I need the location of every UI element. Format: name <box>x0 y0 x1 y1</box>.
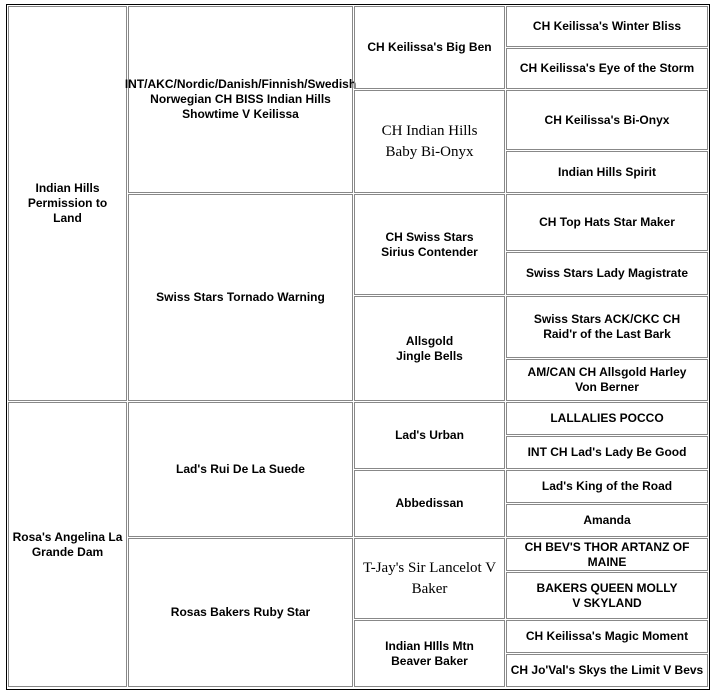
gen4-5: CH Top Hats Star Maker <box>506 194 708 251</box>
gen3-8: Indian HIlls Mtn Beaver Baker <box>354 620 505 687</box>
gen4-15: CH Keilissa's Magic Moment <box>506 620 708 653</box>
gen2-sire-dam: Swiss Stars Tornado Warning <box>128 194 353 401</box>
gen2-dam-sire: Lad's Rui De La Suede <box>128 402 353 537</box>
gen4-6: Swiss Stars Lady Magistrate <box>506 252 708 295</box>
gen4-4: Indian Hills Spirit <box>506 151 708 193</box>
gen4-11: Lad's King of the Road <box>506 470 708 503</box>
gen2-sire-sire: INT/AKC/Nordic/Danish/Finnish/Swedish Norwegian CH BISS Indian Hills Showtime V Keilissa <box>128 6 353 193</box>
gen4-14: BAKERS QUEEN MOLLY V SKYLAND <box>506 572 708 619</box>
gen2-dam-dam: Rosas Bakers Ruby Star <box>128 538 353 687</box>
gen4-10: INT CH Lad's Lady Be Good <box>506 436 708 469</box>
gen4-3: CH Keilissa's Bi-Onyx <box>506 90 708 150</box>
gen1-dam: Rosa's Angelina La Grande Dam <box>8 402 127 687</box>
gen3-5: Lad's Urban <box>354 402 505 469</box>
gen4-7: Swiss Stars ACK/CKC CH Raid'r of the Last Bark <box>506 296 708 358</box>
gen3-7: T-Jay's Sir Lancelot V Baker <box>354 538 505 619</box>
gen4-2: CH Keilissa's Eye of the Storm <box>506 48 708 89</box>
gen3-3: CH Swiss Stars Sirius Contender <box>354 194 505 295</box>
gen3-1: CH Keilissa's Big Ben <box>354 6 505 89</box>
gen4-1: CH Keilissa's Winter Bliss <box>506 6 708 47</box>
gen3-2: CH Indian Hills Baby Bi-Onyx <box>354 90 505 193</box>
gen3-4: Allsgold Jingle Bells <box>354 296 505 401</box>
gen4-12: Amanda <box>506 504 708 537</box>
gen4-16: CH Jo'Val's Skys the Limit V Bevs <box>506 654 708 687</box>
gen1-sire: Indian Hills Permission to Land <box>8 6 127 401</box>
gen4-9: LALLALIES POCCO <box>506 402 708 435</box>
gen4-8: AM/CAN CH Allsgold Harley Von Berner <box>506 359 708 401</box>
gen4-13: CH BEV'S THOR ARTANZ OF MAINE <box>506 538 708 571</box>
gen3-6: Abbedissan <box>354 470 505 537</box>
